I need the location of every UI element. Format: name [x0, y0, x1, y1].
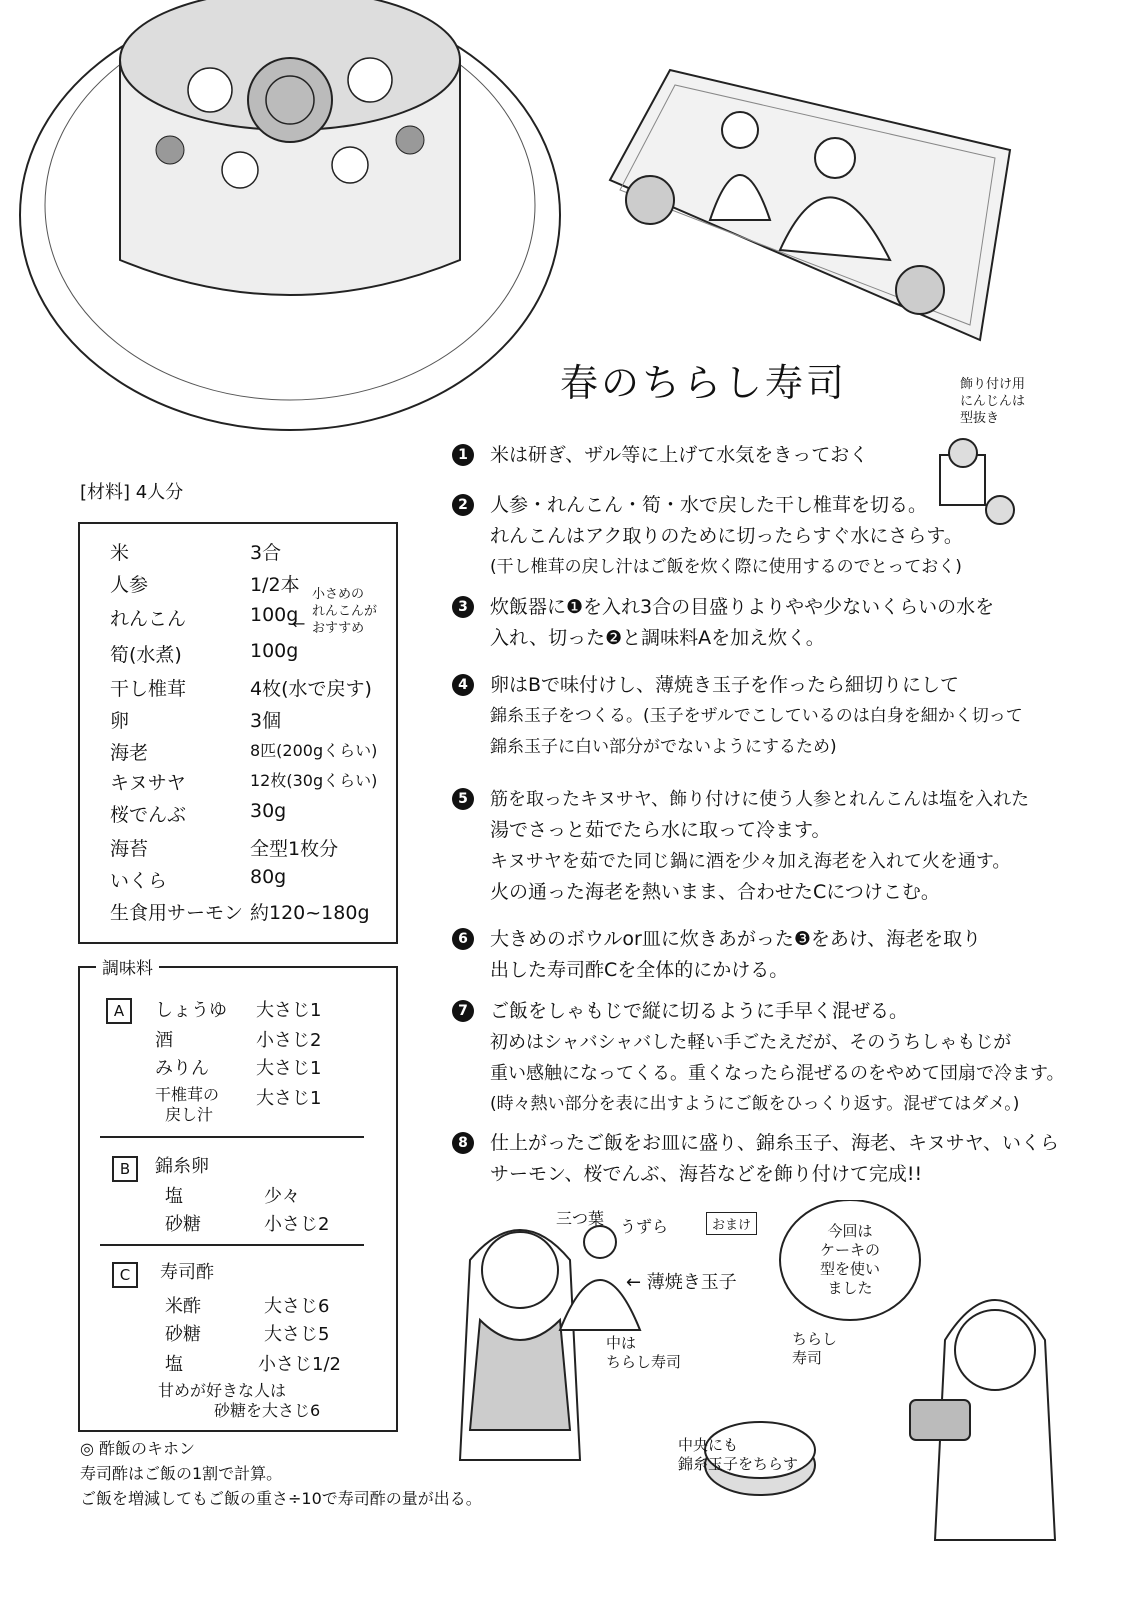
- sweet-note-2: 砂糖を大さじ6: [214, 1401, 321, 1420]
- step-number-badge: 2: [452, 494, 474, 516]
- ingredient-name: 桜でんぶ: [110, 804, 187, 826]
- ingredient-amount: 1/2本: [250, 574, 300, 596]
- seasoning-amount: 大さじ5: [264, 1324, 330, 1345]
- mold-note: 飾り付け用 にんじんは 型抜き: [960, 377, 1026, 426]
- group-letter-c: C: [112, 1262, 138, 1288]
- group-letter-a: A: [106, 998, 132, 1024]
- renkon-note: 小さめの れんこんが おすすめ: [312, 587, 378, 636]
- seasoning-amount: 大さじ6: [264, 1296, 330, 1317]
- ingredient-name: 生食用サーモン: [110, 902, 244, 924]
- ingredient-amount: 12枚(30gくらい): [250, 771, 378, 790]
- seasoning-amount: 小さじ1/2: [258, 1354, 341, 1375]
- label-chirashi: ちらし 寿司: [792, 1330, 838, 1367]
- ingredient-name: 米: [110, 542, 130, 564]
- ingredient-amount: 全型1枚分: [250, 838, 339, 860]
- label-mitsuba: 三つ葉: [556, 1209, 605, 1228]
- seasoning-name: しょうゆ: [155, 1000, 227, 1021]
- seasoning-title: 調味料: [96, 954, 159, 979]
- hina-sushi-tray-illustration: [590, 40, 1030, 370]
- ingredient-name: 干し椎茸: [110, 678, 187, 700]
- label-uzura: うずら: [620, 1217, 669, 1236]
- step-number-badge: 4: [452, 674, 474, 696]
- basics-line: 寿司酢はご飯の1割で計算。: [80, 1464, 283, 1483]
- step-number-badge: 3: [452, 596, 474, 618]
- step-5: 5 筋を取ったキヌサヤ、飾り付けに使う人参とれんこんは塩を入れた 湯でさっと茹でたら水に取って冷ます。 キヌサヤを茹でた同じ鍋に酒を少々加え海老を入れて火を通す。 火の通った海老を熱いまま、合わせたCにつけこむ。: [452, 784, 1052, 908]
- seasoning-group-heading: 寿司酢: [160, 1262, 214, 1283]
- ingredient-amount: 8匹(200gくらい): [250, 741, 378, 760]
- step-6: 6 大きめのボウルor皿に炊きあがった❸をあけ、海老を取り 出した寿司酢Cを全体的にかける。: [452, 924, 1052, 986]
- ingredient-name: キヌサヤ: [110, 772, 186, 794]
- omake-tag: おまけ: [706, 1212, 757, 1235]
- step-4: 4 卵はBで味付けし、薄焼き玉子を作ったら細切りにして 錦糸玉子をつくる。(玉子をザルでこしているのは白身を細かく切って 錦糸玉子に白い部分がでないようにするため): [452, 670, 1052, 763]
- seasoning-name: みりん: [155, 1058, 209, 1079]
- page-title: 春のちらし寿司: [560, 361, 848, 405]
- ingredient-amount: 80g: [250, 866, 287, 888]
- label-chuou: 中央にも 錦糸玉子をちらす: [678, 1436, 799, 1473]
- seasoning-box: [78, 966, 398, 1432]
- ingredient-amount: 100g: [250, 640, 299, 662]
- basics-title: ◎ 酢飯のキホン: [80, 1439, 196, 1458]
- ingredients-header: [材料] 4人分: [80, 482, 184, 503]
- chirashi-cake-illustration: [10, 0, 570, 450]
- ingredient-name: 卵: [110, 710, 130, 732]
- seasoning-name: 干椎茸の: [155, 1085, 220, 1104]
- step-8: 8 仕上がったご飯をお皿に盛り、錦糸玉子、海老、キヌサヤ、いくら サーモン、桜でんぶ、海苔などを飾り付けて完成!!: [452, 1128, 1052, 1190]
- seasoning-name: 酒: [155, 1030, 173, 1051]
- step-7: 7 ご飯をしゃもじで縦に切るように手早く混ぜる。 初めはシャバシャバした軽い手ごたえだが、そのうちしゃもじが 重い感触になってくる。重くなったら混ぜるのをやめて団扇で冷ます。 (時々熱い部分を表に出すようにご飯をひっくり返す。混ぜてはダメ。): [452, 996, 1052, 1120]
- seasoning-name: 砂糖: [165, 1324, 201, 1345]
- omake-characters-illustration: [440, 1200, 1080, 1600]
- divider: [100, 1244, 364, 1246]
- ingredient-amount: 3個: [250, 710, 282, 732]
- step-number-badge: 6: [452, 928, 474, 950]
- seasoning-amount: 大さじ1: [256, 1058, 322, 1079]
- seasoning-name: 塩: [165, 1354, 183, 1375]
- step-2: 2 人参・れんこん・筍・水で戻した干し椎茸を切る。 れんこんはアク取りのために切ったらすぐ水にさらす。 (干し椎茸の戻し汁はご飯を炊く際に使用するのでとっておく): [452, 490, 1052, 583]
- seasoning-name: 米酢: [165, 1296, 201, 1317]
- sweet-note: 甘めが好きな人は: [158, 1381, 287, 1400]
- ingredient-amount: 3合: [250, 542, 282, 564]
- seasoning-name: 砂糖: [165, 1214, 201, 1235]
- divider: [100, 1136, 364, 1138]
- step-1: 1 米は研ぎ、ザル等に上げて水気をきっておく: [452, 440, 1052, 471]
- speech-bubble-text: 今回は ケーキの 型を使い ました: [819, 1222, 880, 1297]
- ingredient-name: 海老: [110, 742, 149, 764]
- ingredient-amount: 約120~180g: [250, 902, 370, 924]
- seasoning-amount: 大さじ1: [256, 1088, 322, 1109]
- ingredient-amount: 100g: [250, 604, 299, 626]
- step-number-badge: 8: [452, 1132, 474, 1154]
- group-letter-b: B: [112, 1156, 138, 1182]
- arrow-left-icon: ←: [292, 614, 306, 633]
- seasoning-amount: 少々: [264, 1186, 300, 1207]
- ingredient-amount: 30g: [250, 800, 287, 822]
- label-naka: 中は ちらし寿司: [606, 1334, 682, 1371]
- ingredient-name: 人参: [110, 574, 149, 596]
- ingredient-name: いくら: [110, 870, 168, 892]
- seasoning-name: 塩: [165, 1186, 183, 1207]
- seasoning-group-heading: 錦糸卵: [155, 1156, 209, 1177]
- seasoning-name-2: 戻し汁: [165, 1105, 214, 1124]
- ingredient-amount: 4枚(水で戻す): [250, 678, 372, 700]
- step-number-badge: 7: [452, 1000, 474, 1022]
- seasoning-amount: 小さじ2: [256, 1030, 322, 1051]
- seasoning-amount: 小さじ2: [264, 1214, 330, 1235]
- label-usuyaki: ← 薄焼き玉子: [626, 1272, 737, 1293]
- step-number-badge: 5: [452, 788, 474, 810]
- step-number-badge: 1: [452, 444, 474, 466]
- ingredient-name: 海苔: [110, 838, 149, 860]
- seasoning-amount: 大さじ1: [256, 1000, 322, 1021]
- sushi-rice-basics: [80, 1436, 482, 1511]
- basics-line: ご飯を増減してもご飯の重さ÷10で寿司酢の量が出る。: [80, 1489, 482, 1508]
- ingredient-name: れんこん: [110, 608, 187, 630]
- ingredient-name: 筍(水煮): [110, 644, 182, 666]
- step-3: 3 炊飯器に❶を入れ3合の目盛りよりやや少ないくらいの水を 入れ、切った❷と調味料Aを加え炊く。: [452, 592, 1052, 654]
